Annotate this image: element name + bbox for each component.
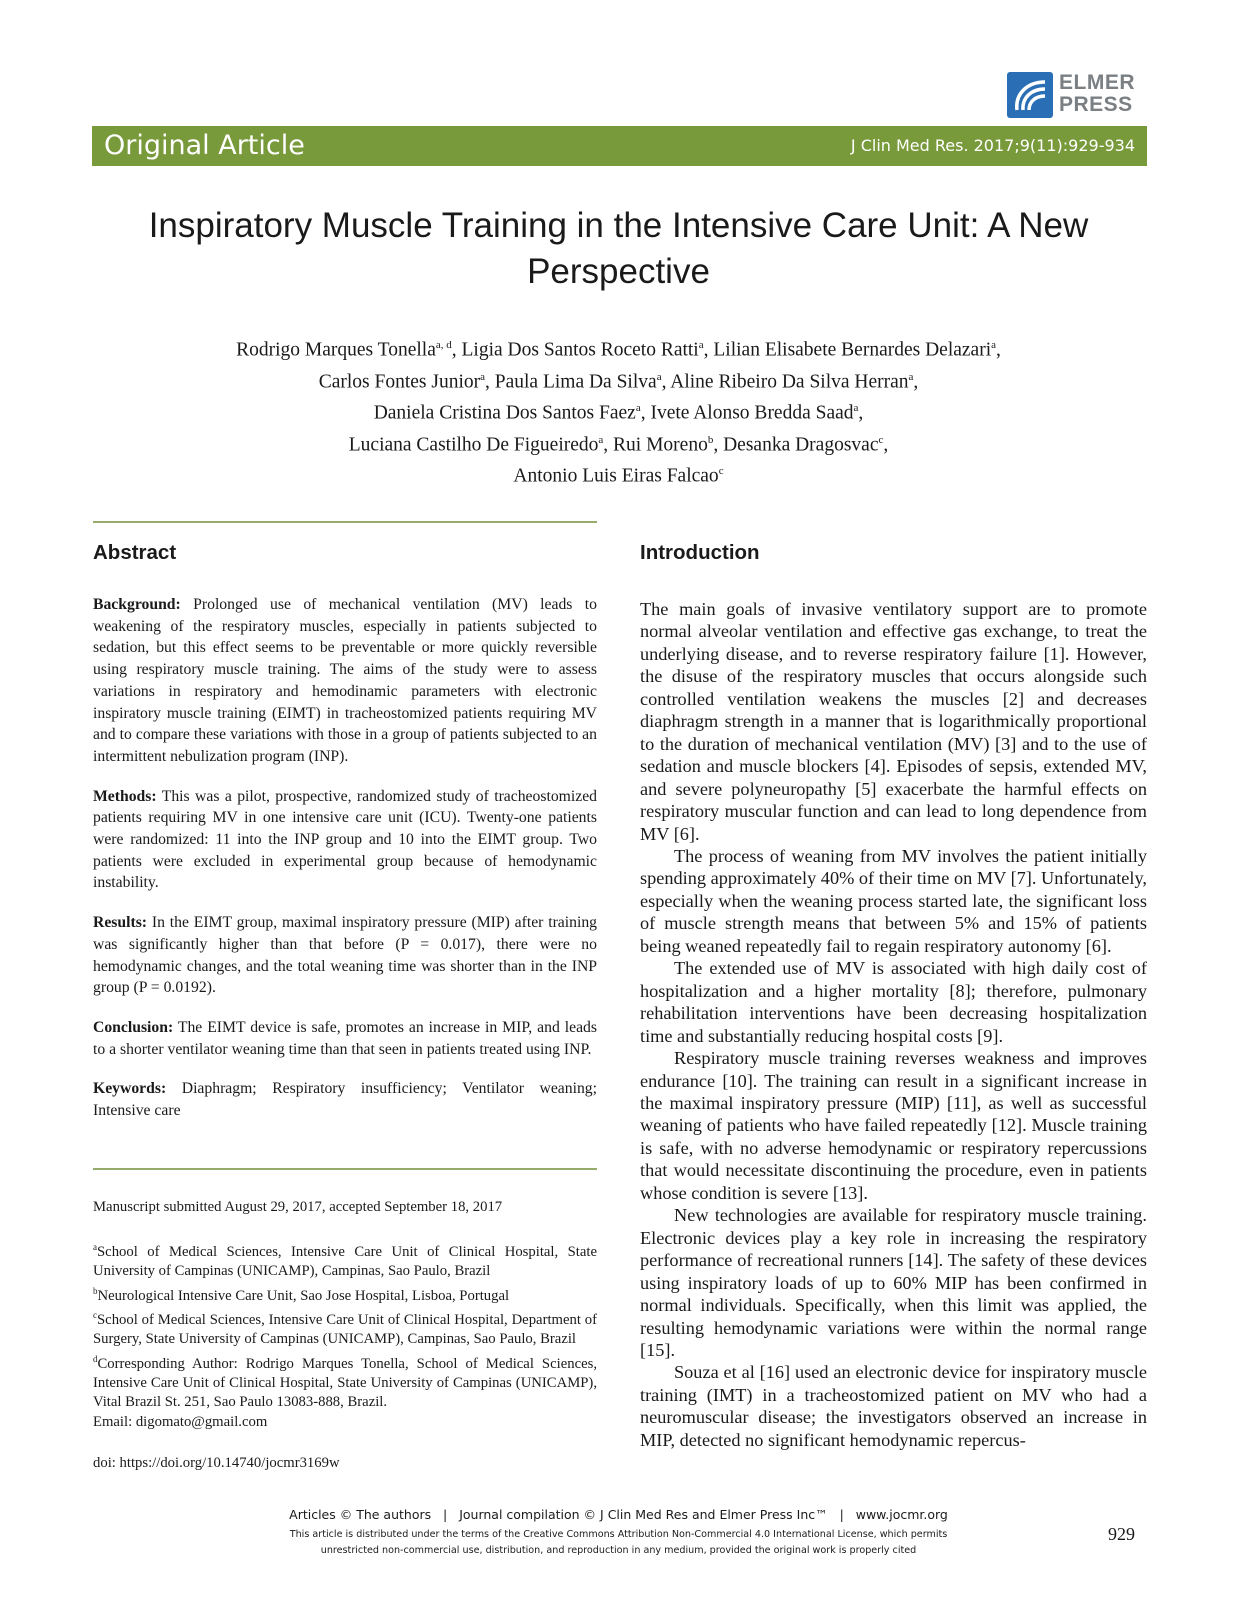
abstract-body bbox=[93, 594, 597, 1140]
footer-compilation: Journal compilation © J Clin Med Res and Elmer Press Inc™ bbox=[459, 1507, 828, 1522]
intro-paragraph: The process of weaning from MV involves the patient initially spending approximately 40% of their time on MV [7]. Unfortunately, especially when the weaning process started late, the significant loss of muscle strength means that between 5% and 15% of patients being weaned repeatedly fail to regain respiratory autonomy [6]. bbox=[640, 845, 1147, 956]
methods-label: Methods: bbox=[93, 787, 157, 805]
affiliation-mark: a bbox=[93, 1242, 97, 1252]
introduction-heading: Introduction bbox=[640, 541, 760, 564]
author-aff: a bbox=[656, 370, 662, 383]
corresponding-email: Email: digomato@gmail.com bbox=[93, 1413, 268, 1430]
intro-paragraph: The main goals of invasive ventilatory support are to promote normal alveolar ventilation and effective gas exchange, to treat the underlying disease, and to reverse respiratory failure [1]. However, the disuse of the respiratory muscles that occurs alongside such controlled ventilation weakens the muscles [2] and decreases diaphragm strength in a manner that is logarithmically proportional to the duration of mechanical ventilation (MV) [3] and to the use of sedation and muscle blockers [4]. Episodes of sepsis, extended MV, and severe polyneuropathy [5] exacerbate the harmful effects on respiratory muscular function and can lead to long dependence from MV [6]. bbox=[640, 599, 1147, 844]
author-name: Ligia Dos Santos Roceto Ratti bbox=[461, 339, 699, 361]
introduction-body bbox=[640, 598, 1147, 1451]
article-type-banner bbox=[92, 126, 1147, 166]
author-name: Aline Ribeiro Da Silva Herran bbox=[670, 371, 909, 392]
abstract-background bbox=[93, 594, 597, 768]
abstract-keywords bbox=[93, 1078, 597, 1121]
conclusion-text: The EIMT device is safe, promotes an increase in MIP, and leads to a shorter ventilator weaning time than that seen in patients treated using INP. bbox=[93, 1018, 598, 1058]
publisher-logo bbox=[1007, 72, 1147, 122]
intro-paragraph: Respiratory muscle training reverses weakness and improves endurance [10]. The training can result in a significant increase in the maximal inspiratory pressure (MIP) [11], as well as successful weaning of patients who have failed repeatedly [12]. Muscle training is safe, with no adverse hemodynamic or respiratory repercussions that would necessitate discontinuing the procedure, even in patients whose condition is severe [13]. bbox=[640, 1048, 1147, 1203]
affiliation-text: School of Medical Sciences, Intensive Care Unit of Clinical Hospital, Department of Surgery, State University of Campinas (UNICAMP), Campinas, Sao Paulo, Brazil bbox=[93, 1311, 597, 1348]
doi-link[interactable]: doi: https://doi.org/10.14740/jocmr3169w bbox=[93, 1455, 340, 1471]
journal-citation: J Clin Med Res. 2017;9(11):929-934 bbox=[850, 136, 1135, 155]
author-name: Lilian Elisabete Bernardes Delazari bbox=[713, 339, 992, 361]
conclusion-label: Conclusion: bbox=[93, 1018, 174, 1036]
affiliation-item bbox=[93, 1282, 597, 1306]
author-name: Antonio Luis Eiras Falcao bbox=[513, 465, 719, 487]
keywords-text: Diaphragm; Respiratory insufficiency; Ventilator weaning; Intensive care bbox=[93, 1080, 598, 1120]
affiliation-item bbox=[93, 1306, 597, 1350]
affiliation-text: Neurological Intensive Care Unit, Sao Jose Hospital, Lisboa, Portugal bbox=[97, 1287, 510, 1304]
page-number: 929 bbox=[1108, 1524, 1135, 1544]
author-aff: a bbox=[853, 402, 859, 414]
abstract-methods bbox=[93, 786, 597, 895]
author-aff: a bbox=[698, 339, 704, 351]
author-name: Paula Lima Da Silva bbox=[494, 371, 657, 392]
affiliation-mark: b bbox=[93, 1285, 98, 1296]
affiliation-text: Corresponding Author: Rodrigo Marques Tonella, School of Medical Sciences, Intensive Care Unit of Clinical Hospital, State University of Campinas (UNICAMP), Vital Brazil St. 251, Sao Paulo 13083-888, Brazil. bbox=[93, 1355, 597, 1411]
footer-site-link[interactable]: www.jocmr.org bbox=[855, 1507, 948, 1522]
affiliation-mark: d bbox=[93, 1353, 98, 1364]
abstract-bottom-rule bbox=[93, 1168, 597, 1170]
results-text: In the EIMT group, maximal inspiratory pressure (MIP) after training was significantly higher than that before (P = 0.017), there were no hemodynamic changes, and the total weaning time was shorter than in the INP group (P = 0.0192). bbox=[93, 914, 598, 997]
elmer-press-wave-icon bbox=[1007, 72, 1053, 118]
keywords-label: Keywords: bbox=[93, 1080, 167, 1098]
affiliation-text: School of Medical Sciences, Intensive Care Unit of Clinical Hospital, State University of Campinas (UNICAMP), Campinas, Sao Paulo, Brazil bbox=[93, 1243, 597, 1280]
author-aff: c bbox=[878, 433, 884, 446]
methods-text: This was a pilot, prospective, randomized study of tracheostomized patients requiring MV in one intensive care unit (ICU). Twenty-one patients were randomized: 11 into the INP group and 10 into the EIMT group. Two patients were excluded in experimental group because of hemodynamic instability. bbox=[93, 787, 598, 892]
license-line: unrestricted non-commercial use, distribution, and reproduction in any medium, provided the original work is properly cited bbox=[320, 1545, 917, 1556]
affiliations bbox=[93, 1238, 597, 1432]
article-title: Inspiratory Muscle Training in the Intensive Care Unit: A New Perspective bbox=[148, 206, 1089, 291]
abstract-conclusion bbox=[93, 1017, 597, 1060]
publisher-line1: ELMER bbox=[1059, 71, 1135, 94]
publisher-line2: PRESS bbox=[1059, 93, 1133, 116]
author-name: Rodrigo Marques Tonella bbox=[236, 339, 436, 361]
abstract-top-rule bbox=[93, 521, 597, 523]
background-label: Background: bbox=[93, 596, 181, 613]
affiliation-item bbox=[93, 1350, 597, 1413]
author-name: Luciana Castilho De Figueiredo bbox=[348, 434, 599, 455]
abstract-heading: Abstract bbox=[93, 541, 177, 564]
author-aff: a bbox=[635, 402, 641, 414]
author-name: Ivete Alonso Bredda Saad bbox=[650, 402, 854, 424]
affiliation-mark: c bbox=[93, 1310, 97, 1320]
author-aff: b bbox=[707, 433, 714, 446]
intro-paragraph: The extended use of MV is associated with high daily cost of hospitalization and a higher mortality [8]; therefore, pulmonary rehabilitation interventions have been decreasing hospitalization time and substantially reducing hospital costs [9]. bbox=[640, 958, 1147, 1046]
author-list: Rodrigo Marques Tonella$^{a, d}$, Ligia Dos Santos Roceto Ratti$^a$, Lilian Elisabete Bernardes Delazari$^a$, Carlos Fontes Junior$^a$, Paula Lima Da Silva$^a$, Aline Ribeiro Da Silva Herran$^a$, Daniela Cristina Dos Santos Faez$^a$, Ivete Alonso Bredda Saad$^a$, Luciana Castilho De Figueiredo$^a$, Rui Moreno$^b$, Desanka Dragosvac$^c$, Antonio Luis Eiras Falcao$^c$ bbox=[236, 339, 1001, 487]
author-aff: c bbox=[718, 465, 724, 477]
author-name: Carlos Fontes Junior bbox=[318, 371, 481, 392]
intro-paragraph: Souza et al [16] used an electronic device for inspiratory muscle training (IMT) in a tracheostomized patient on MV who had a neuromuscular disease; the investigators observed an increase in MIP, detected no significant hemodynamic repercus- bbox=[640, 1362, 1147, 1450]
background-text: Prolonged use of mechanical ventilation (MV) leads to weakening of the respiratory muscles, especially in patients subjected to sedation, but this effect seems to be preventable or more quickly reversible using respiratory muscle training. The aims of the study were to assess variations in respiratory and hemodinamic parameters with electronic inspiratory muscle training (EIMT) in tracheostomized patients requiring MV and to compare these variations with those in a group of patients subjected to an intermittent nebulization program (INP). bbox=[93, 596, 597, 765]
author-aff: a bbox=[480, 370, 485, 383]
results-label: Results: bbox=[93, 914, 148, 932]
author-aff: a, d bbox=[435, 339, 452, 351]
author-name: Rui Moreno bbox=[613, 434, 708, 455]
author-aff: a bbox=[598, 433, 604, 446]
author-aff: a bbox=[991, 339, 997, 351]
footer-articles: Articles © The authors bbox=[289, 1507, 432, 1522]
author-name: Desanka Dragosvac bbox=[723, 434, 879, 455]
affiliation-item bbox=[93, 1238, 597, 1282]
author-aff: a bbox=[908, 370, 914, 383]
manuscript-dates: Manuscript submitted August 29, 2017, accepted September 18, 2017 bbox=[93, 1199, 503, 1215]
footer-credits: Articles © The authors | Journal compilation © J Clin Med Res and Elmer Press Inc™ | www.jocmr.org bbox=[289, 1507, 948, 1522]
footer-license bbox=[240, 1527, 997, 1559]
abstract-results bbox=[93, 912, 597, 999]
intro-paragraph: New technologies are available for respiratory muscle training. Electronic devices play a key role in increasing the respiratory performance of recreational runners [14]. The safety of these devices using inspiratory loads of up to 60% MIP has been confirmed in normal individuals. Specifically, when this limit was applied, the resulting hemodynamic variations were within the normal range [15]. bbox=[640, 1205, 1147, 1360]
article-type-label: Original Article bbox=[104, 130, 305, 161]
author-name: Daniela Cristina Dos Santos Faez bbox=[373, 402, 636, 424]
license-line: This article is distributed under the terms of the Creative Commons Attribution Non-Commercial 4.0 International License, which permits bbox=[289, 1529, 948, 1540]
publisher-name bbox=[1059, 72, 1135, 116]
